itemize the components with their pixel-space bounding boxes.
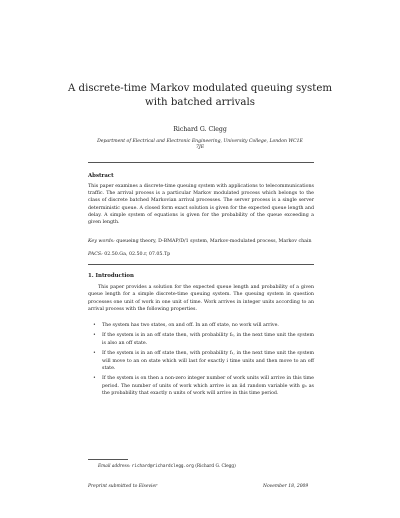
section-heading-introduction: 1. Introduction — [88, 273, 134, 279]
footnote-email[interactable]: richard@richardclegg.org — [131, 464, 194, 469]
keywords-label: Key words: — [88, 239, 115, 244]
bullet-icon: • — [93, 351, 96, 357]
affiliation-line-1: Department of Electrical and Electronic Engineering, University College, London WC1E — [97, 139, 303, 144]
abstract-heading: Abstract — [88, 173, 114, 179]
footnote-label: Email address: — [98, 464, 131, 469]
abstract-text: This paper examines a discrete-time queuing system with applications to telecommunications traffic. The arrival process is a particular Markov modulated process which belongs to the class of discrete batched Markovian arrival processes. The server process is a single server deterministic queue. A closed form exact solution is given for the expected queue length and delay. A simple system of equations is given for the probability of the queue exceeding a given length. — [88, 184, 314, 226]
bullet-icon: • — [93, 323, 96, 328]
list-item-text: If the system is in an off state then, with probability f₁, in the next time unit the system will move to an on state which will last for exactly i time units and then move to an off state. — [102, 351, 314, 372]
footnote-name: (Richard G. Clegg) — [195, 464, 236, 469]
affiliation-line-2: 7JE — [195, 145, 205, 151]
pacs-codes — [88, 252, 170, 257]
bullet-icon: • — [93, 376, 96, 382]
footnote-rule — [88, 459, 128, 460]
pacs-label: PACS: — [88, 252, 103, 257]
list-item-text: The system has two states, on and off. In an off state, no work will arrive. — [102, 323, 279, 328]
preprint-note: Preprint submitted to Elsevier — [88, 484, 158, 489]
introduction-paragraph: This paper provides a solution for the expected queue length and probability of a given queue length for a simple discrete-time queuing system. The queuing system in question processes one unit of work in one unit of time. Work arrives in integer units according to an arrival process with the following properties. — [88, 285, 314, 313]
paper-title — [60, 82, 340, 110]
footnote — [98, 464, 236, 469]
list-item — [88, 350, 314, 372]
list-item-text: If the system is on then a non-zero integer number of work units will arrive in this time period. The number of units of work which arrive is an iid random variable with gₙ as the probability that exactly n units of work will arrive in this time period. — [102, 376, 314, 397]
bullet-icon: • — [93, 333, 96, 339]
keywords-text: queueing theory, D-BMAP/D/1 system, Markov-modulated process, Markov chain — [116, 239, 312, 244]
abstract-bottom-rule — [88, 264, 314, 265]
property-list — [88, 322, 314, 398]
list-item — [88, 322, 314, 329]
list-item — [88, 375, 314, 397]
list-item-text: If the system is in an off state then, with probability f₀, in the next time unit the system is also an off state. — [102, 333, 314, 346]
abstract-top-rule — [88, 162, 314, 163]
author-affiliation — [70, 139, 330, 151]
list-item — [88, 332, 314, 347]
pacs-text: 02.50.Ga, 02.50.r, 07.05.Tp — [104, 252, 171, 257]
author-name: Richard G. Clegg — [173, 126, 227, 133]
title-line-1: A discrete-time Markov modulated queuing system — [67, 83, 333, 94]
preprint-date: November 18, 2009 — [263, 484, 309, 489]
keywords — [88, 238, 314, 245]
title-line-2: with batched arrivals — [144, 97, 255, 108]
